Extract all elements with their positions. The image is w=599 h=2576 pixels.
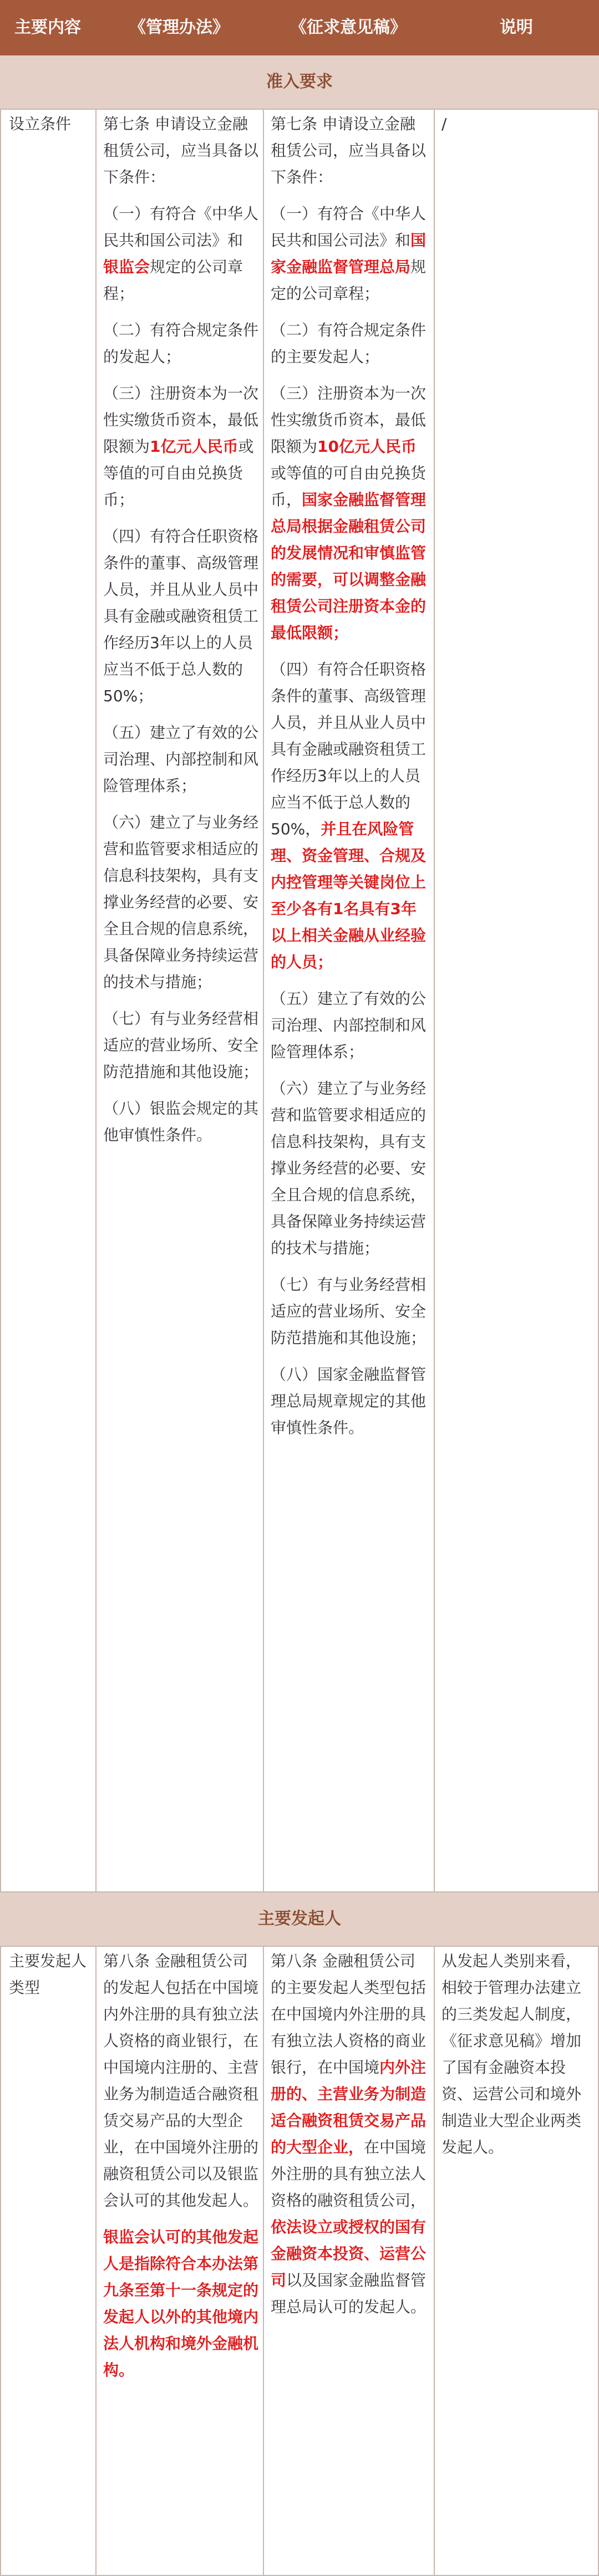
section-header-sponsor: [0, 1893, 599, 1946]
row-divider: [0, 109, 599, 110]
row-divider: [0, 1946, 599, 1947]
clause-1: （一）有符合《中华人民共和国公司法》和国家金融监督管理总局规定的公司章程；: [271, 205, 427, 303]
column-divider: [95, 109, 97, 1891]
row-divider: [0, 1891, 599, 1893]
header-draft: 《征求意见稿》: [290, 18, 407, 37]
header-explanation: 说明: [500, 18, 533, 37]
column-divider: [0, 1946, 1, 2576]
header-main-content: 主要内容: [14, 18, 81, 37]
draft-establishment-conditions: 第七条 申请设立金融租赁公司，应当具备以下条件： （一）有符合《中华人民共和国公司法》和国家金融监督管理总局规定的公司章程； （二）有符合规定条件的主要发起人； （三）注册资本为一次性实缴货币资本，最低限额为10亿元人民币或等值的可自由兑换货币，国家金融监督管理总局根据金融租赁公司的发展情况和审慎监管的需要，可以调整金融租赁公司注册资本金的最低限额； （四）有符合任职资格条件的董事、高级管理人员，并且从业人员中具有金融或融资租赁工作经历3年以上的人员应当不低于总人数的50%，并且在风险管理、资金管理、合规及内控管理等关键岗位上至少各有1名具有3年以上相关金融从业经验的人员； （五）建立了有效的公司治理、内部控制和风险管理体系； （六）建立了与业务经营和监管要求相适应的信息科技架构，具有支撑业务经营的必要、安全且合规的信息系统，具备保障业务持续运营的技术与措施； （七）有与业务经营相适应的营业场所、安全防范措施和其他设施； （八）国家金融监督管理总局规章规定的其他审慎性条件。: [271, 111, 429, 1451]
column-divider: [0, 109, 1, 1891]
clause-4: （四）有符合任职资格条件的董事、高级管理人员，并且从业人员中具有金融或融资租赁工作经历3年以上的人员应当不低于总人数的50%，并且在风险管理、资金管理、合规及内控管理等关键岗位上至少各有1名具有3年以上相关金融从业经验的人员；: [271, 660, 427, 971]
clause-1: （一）有符合《中华人民共和国公司法》和银监会规定的公司章程；: [103, 205, 259, 303]
article-8: 第八条 金融租赁公司的主要发起人类型包括在中国境内外注册的具有独立法人资格的商业银行，在中国境内外注册的、主营业务为制造适合融资租赁交易产品的大型企业，在中国境外注册的具有独立法人资格的融资租赁公司，依法设立或授权的国有金融资本投资、运营公司以及国家金融监督管理总局认可的发起人。: [271, 1952, 427, 2316]
column-divider: [434, 1946, 435, 2576]
old-establishment-conditions: 第七条 申请设立金融租赁公司，应当具备以下条件： （一）有符合《中华人民共和国公司法》和银监会规定的公司章程； （二）有符合规定条件的发起人； （三）注册资本为一次性实缴货币资本，最低限额为1亿元人民币或等值的可自由兑换货币； （四）有符合任职资格条件的董事、高级管理人员，并且从业人员中具有金融或融资租赁工作经历3年以上的人员应当不低于总人数的50%； （五）建立了有效的公司治理、内部控制和风险管理体系； （六）建立了与业务经营和监管要求相适应的信息科技架构，具有支撑业务经营的必要、安全且合规的信息系统，具备保障业务持续运营的技术与措施； （七）有与业务经营相适应的营业场所、安全防范措施和其他设施； （八）银监会规定的其他审慎性条件。: [103, 115, 259, 1144]
old-sponsor-type: 第八条 金融租赁公司的发起人包括在中国境内外注册的具有独立法人资格的商业银行，在中国境内注册的、主营业务为制造适合融资租赁交易产品的大型企业，在中国境外注册的融资租赁公司以及银监会认可的其他发起人。 银监会认可的其他发起人是指除符合本办法第九条至第十一条规定的发起人以外的其他境内法人机构和境外金融机构。: [103, 1952, 259, 2379]
note-establishment: /: [441, 115, 447, 133]
row-label-sponsor-type: 主要发起人类型: [9, 1952, 87, 1997]
table-header: [0, 0, 599, 55]
column-divider: [95, 1946, 97, 2576]
draft-sponsor-type: [271, 1948, 429, 2330]
clause-3: （三）注册资本为一次性实缴货币资本，最低限额为10亿元人民币或等值的可自由兑换货币，国家金融监督管理总局根据金融租赁公司的发展情况和审慎监管的需要，可以调整金融租赁公司注册资本金的最低限额；: [271, 384, 427, 642]
row-label-establishment: 设立条件: [9, 115, 72, 133]
section-title: 准入要求: [266, 72, 333, 91]
column-divider: [434, 109, 435, 1891]
header-management-measures: 《管理办法》: [129, 18, 229, 37]
section-header-access: [0, 55, 599, 109]
clause-3: （三）注册资本为一次性实缴货币资本，最低限额为1亿元人民币或等值的可自由兑换货币；: [103, 384, 259, 509]
column-divider: [263, 1946, 264, 2576]
note-sponsor-type: 从发起人类别来看，相较于管理办法建立的三类发起人制度，《征求意见稿》增加了国有金融资本投资、运营公司和境外制造业大型企业两类发起人。: [441, 1952, 582, 2156]
column-divider: [263, 109, 264, 1891]
section-title: 主要发起人: [258, 1909, 341, 1929]
